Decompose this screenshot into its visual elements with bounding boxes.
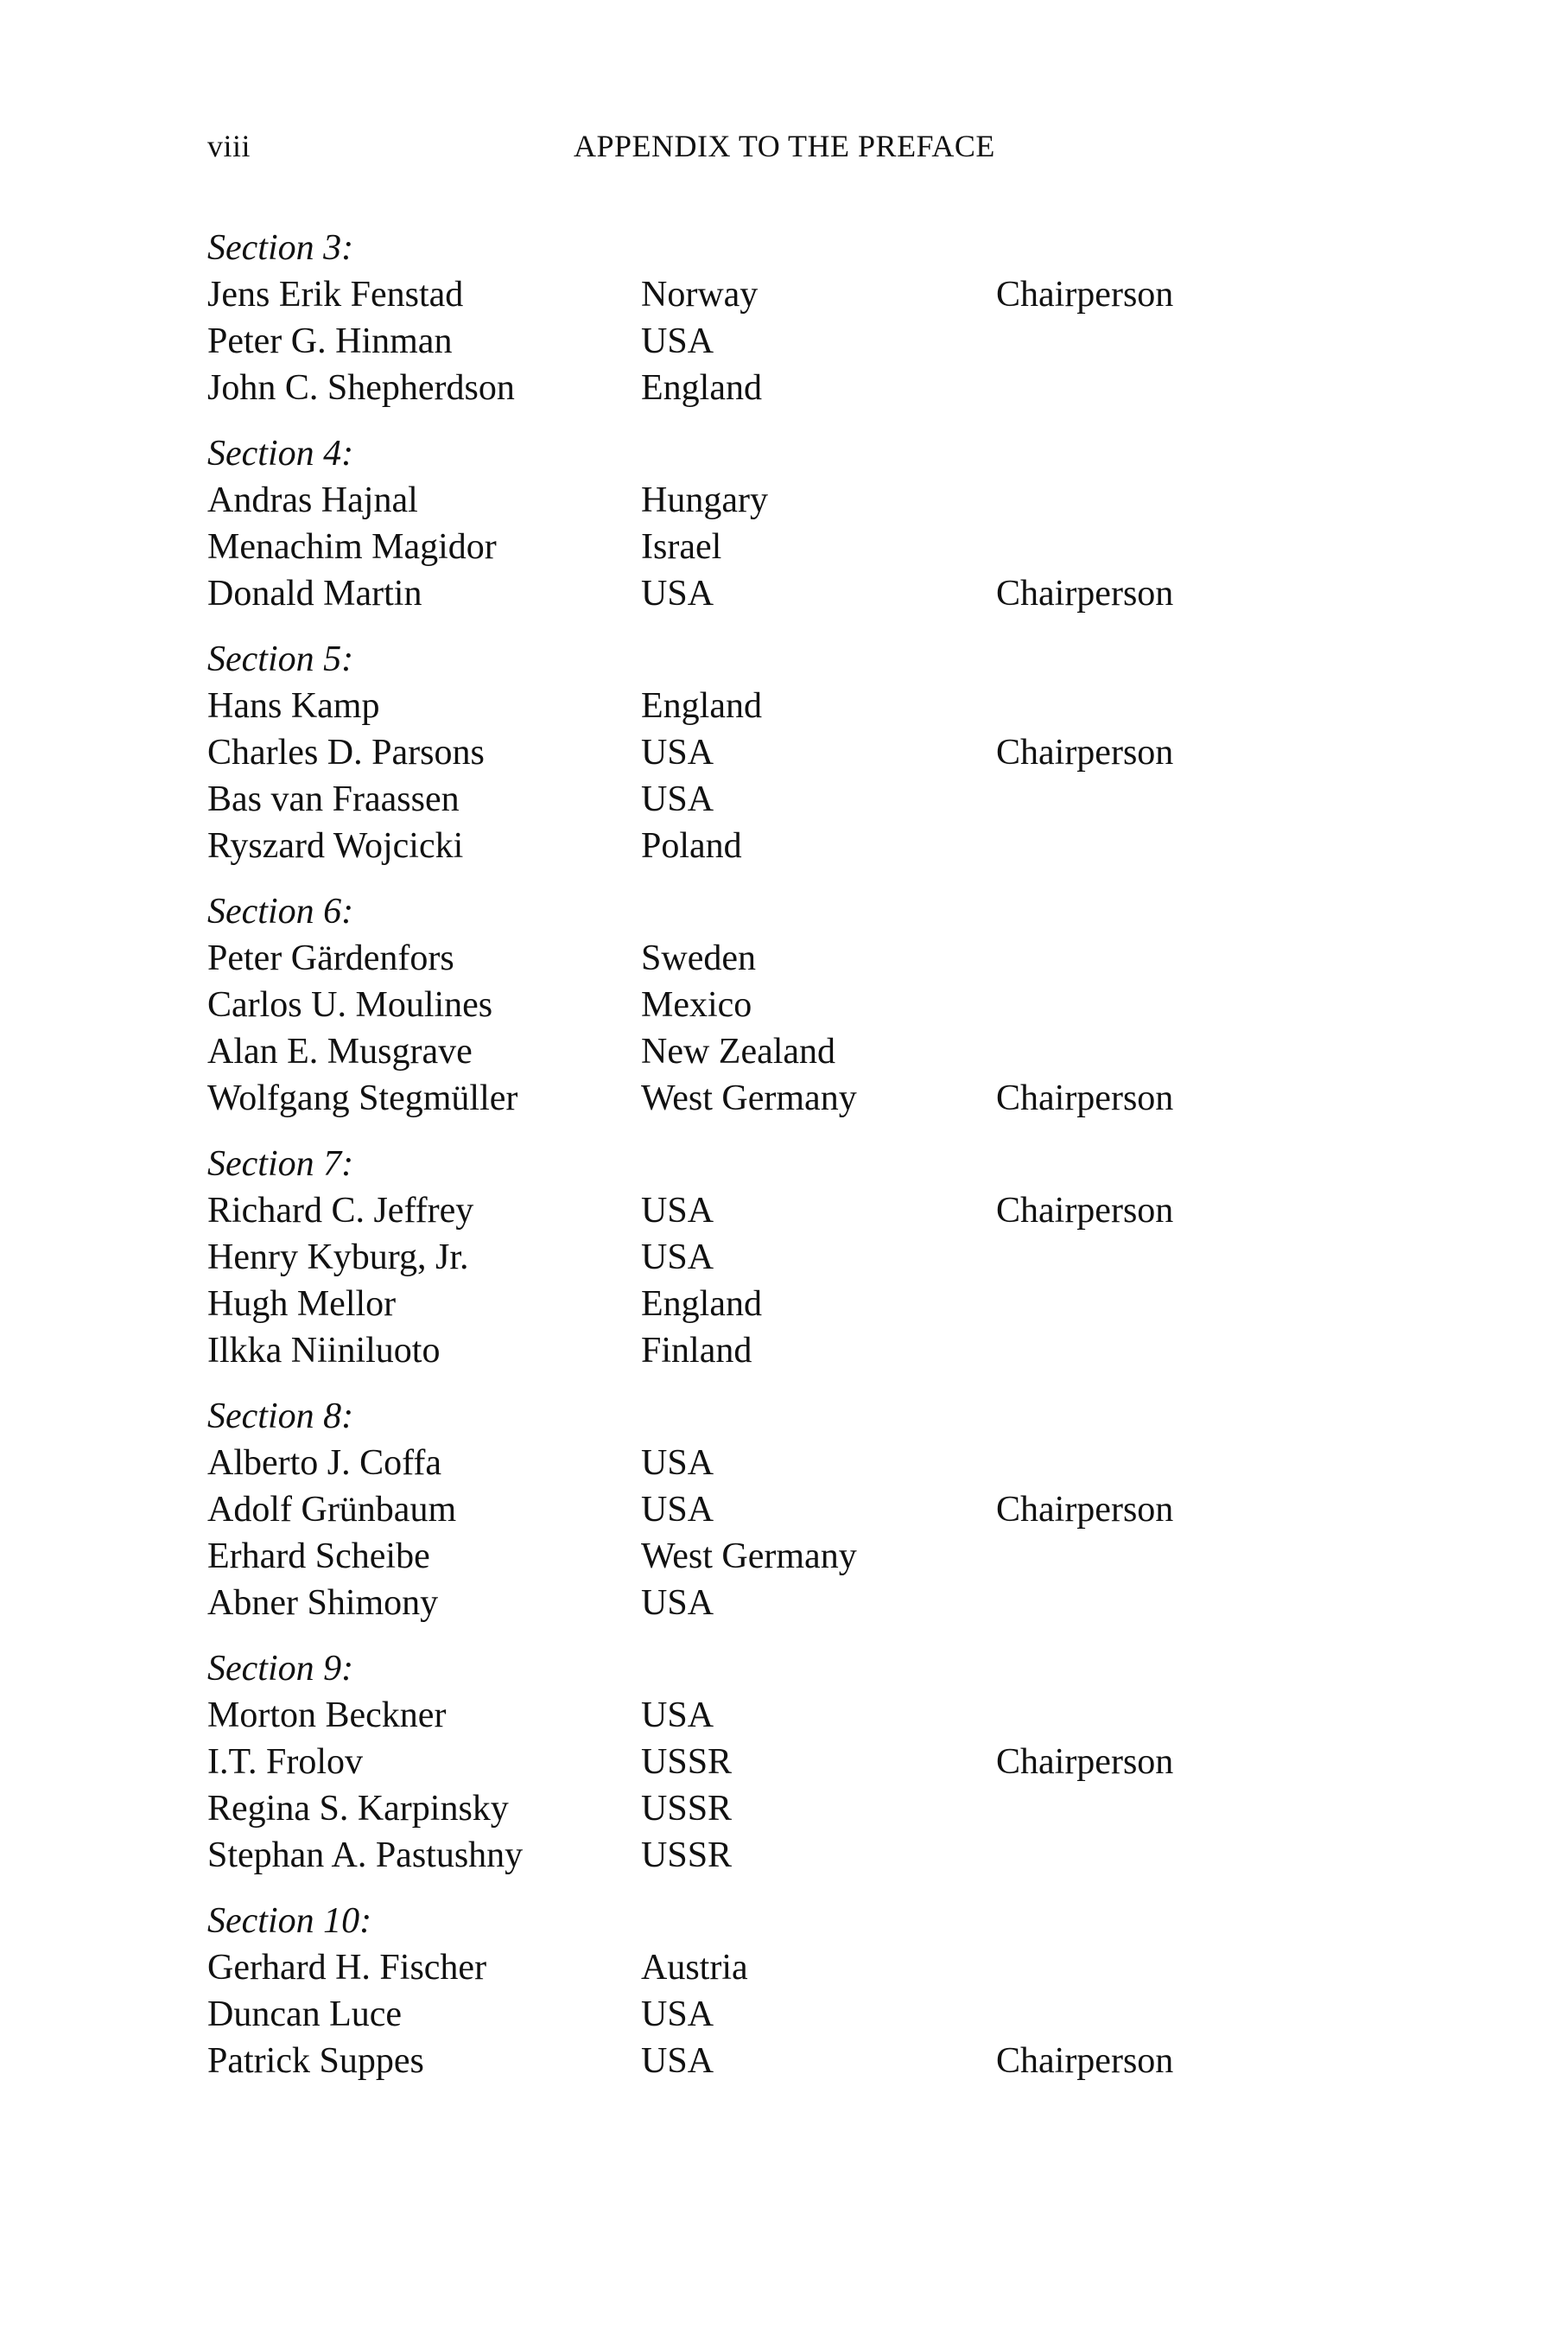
section-title: Section 7: [207, 1144, 354, 1184]
member-country: USA [641, 1583, 714, 1623]
member-name: Gerhard H. Fischer [207, 1948, 487, 1988]
section-title: Section 4: [207, 434, 354, 474]
member-row [207, 570, 1417, 617]
member-name: Morton Beckner [207, 1695, 447, 1735]
member-country: USSR [641, 1835, 733, 1875]
section-title: Section 9: [207, 1649, 354, 1689]
member-row [207, 1281, 1417, 1327]
section-block [207, 1141, 1417, 1374]
member-row [207, 1028, 1417, 1075]
member-name: Jens Erik Fenstad [207, 275, 464, 315]
member-country: Hungary [641, 480, 768, 520]
member-country: Finland [641, 1331, 752, 1371]
member-row [207, 1944, 1417, 1991]
member-name: Carlos U. Moulines [207, 985, 493, 1025]
section-list [207, 225, 1417, 2103]
section-block [207, 225, 1417, 411]
member-row [207, 2038, 1417, 2084]
member-name: John C. Shepherdson [207, 368, 515, 408]
member-name: I.T. Frolov [207, 1742, 364, 1782]
member-role: Chairperson [996, 1191, 1174, 1231]
member-name: Donald Martin [207, 574, 422, 614]
running-head [207, 128, 1400, 171]
member-country: USA [641, 1695, 714, 1735]
section-block [207, 636, 1417, 869]
member-role: Chairperson [996, 2041, 1174, 2081]
member-row [207, 1580, 1417, 1626]
section-title: Section 3: [207, 228, 354, 268]
section-title: Section 8: [207, 1396, 354, 1436]
member-row [207, 982, 1417, 1028]
member-row [207, 1692, 1417, 1739]
member-name: Peter G. Hinman [207, 321, 453, 361]
member-name: Stephan A. Pastushny [207, 1835, 524, 1875]
member-country: Austria [641, 1948, 748, 1988]
member-name: Menachim Magidor [207, 527, 497, 567]
member-name: Regina S. Karpinsky [207, 1789, 509, 1829]
member-role: Chairperson [996, 275, 1174, 315]
member-role: Chairperson [996, 1742, 1174, 1782]
member-row [207, 935, 1417, 982]
member-country: USA [641, 1237, 714, 1277]
section-block [207, 1898, 1417, 2084]
member-country: USA [641, 733, 714, 773]
member-role: Chairperson [996, 574, 1174, 614]
member-row [207, 1075, 1417, 1122]
member-name: Charles D. Parsons [207, 733, 485, 773]
member-name: Peter Gärdenfors [207, 938, 454, 978]
member-name: Wolfgang Stegmüller [207, 1078, 518, 1118]
member-name: Erhard Scheibe [207, 1536, 430, 1576]
member-country: England [641, 368, 762, 408]
member-row [207, 318, 1417, 365]
member-row [207, 1486, 1417, 1533]
member-row [207, 1440, 1417, 1486]
member-row [207, 1991, 1417, 2038]
member-row [207, 477, 1417, 524]
member-country: Poland [641, 826, 742, 866]
member-country: New Zealand [641, 1032, 836, 1072]
section-title: Section 10: [207, 1901, 372, 1941]
section-block [207, 1645, 1417, 1879]
member-country: USSR [641, 1789, 733, 1829]
member-name: Andras Hajnal [207, 480, 418, 520]
member-name: Hans Kamp [207, 686, 380, 726]
member-name: Ilkka Niiniluoto [207, 1331, 441, 1371]
member-row [207, 1327, 1417, 1374]
member-name: Richard C. Jeffrey [207, 1191, 474, 1231]
member-role: Chairperson [996, 1490, 1174, 1530]
member-country: USSR [641, 1742, 733, 1782]
member-row [207, 524, 1417, 570]
member-row [207, 683, 1417, 729]
member-country: USA [641, 574, 714, 614]
page-number: viii [207, 129, 251, 163]
member-country: Israel [641, 527, 722, 567]
section-title: Section 5: [207, 639, 354, 679]
member-country: USA [641, 779, 714, 819]
member-name: Hugh Mellor [207, 1284, 397, 1324]
member-row [207, 1832, 1417, 1879]
member-country: West Germany [641, 1536, 857, 1576]
member-country: England [641, 1284, 762, 1324]
member-role: Chairperson [996, 733, 1174, 773]
member-row [207, 1187, 1417, 1234]
running-head-title: APPENDIX TO THE PREFACE [574, 129, 995, 163]
member-name: Alan E. Musgrave [207, 1032, 473, 1072]
member-country: USA [641, 1490, 714, 1530]
member-country: USA [641, 1443, 714, 1483]
member-country: England [641, 686, 762, 726]
member-name: Bas van Fraassen [207, 779, 460, 819]
member-country: USA [641, 1191, 714, 1231]
member-country: West Germany [641, 1078, 857, 1118]
member-row [207, 1234, 1417, 1281]
member-row [207, 1739, 1417, 1785]
member-row [207, 729, 1417, 776]
member-name: Alberto J. Coffa [207, 1443, 442, 1483]
section-block [207, 888, 1417, 1122]
member-row [207, 1785, 1417, 1832]
member-name: Duncan Luce [207, 1994, 403, 2034]
section-title: Section 6: [207, 892, 354, 932]
section-block [207, 1393, 1417, 1626]
member-role: Chairperson [996, 1078, 1174, 1118]
member-country: Mexico [641, 985, 752, 1025]
member-row [207, 823, 1417, 869]
member-row [207, 271, 1417, 318]
member-country: USA [641, 321, 714, 361]
member-country: USA [641, 1994, 714, 2034]
member-name: Henry Kyburg, Jr. [207, 1237, 469, 1277]
section-block [207, 430, 1417, 617]
member-name: Abner Shimony [207, 1583, 439, 1623]
member-name: Ryszard Wojcicki [207, 826, 464, 866]
member-country: USA [641, 2041, 714, 2081]
member-country: Norway [641, 275, 759, 315]
member-row [207, 365, 1417, 411]
member-name: Patrick Suppes [207, 2041, 424, 2081]
member-country: Sweden [641, 938, 756, 978]
member-row [207, 776, 1417, 823]
member-row [207, 1533, 1417, 1580]
member-name: Adolf Grünbaum [207, 1490, 457, 1530]
